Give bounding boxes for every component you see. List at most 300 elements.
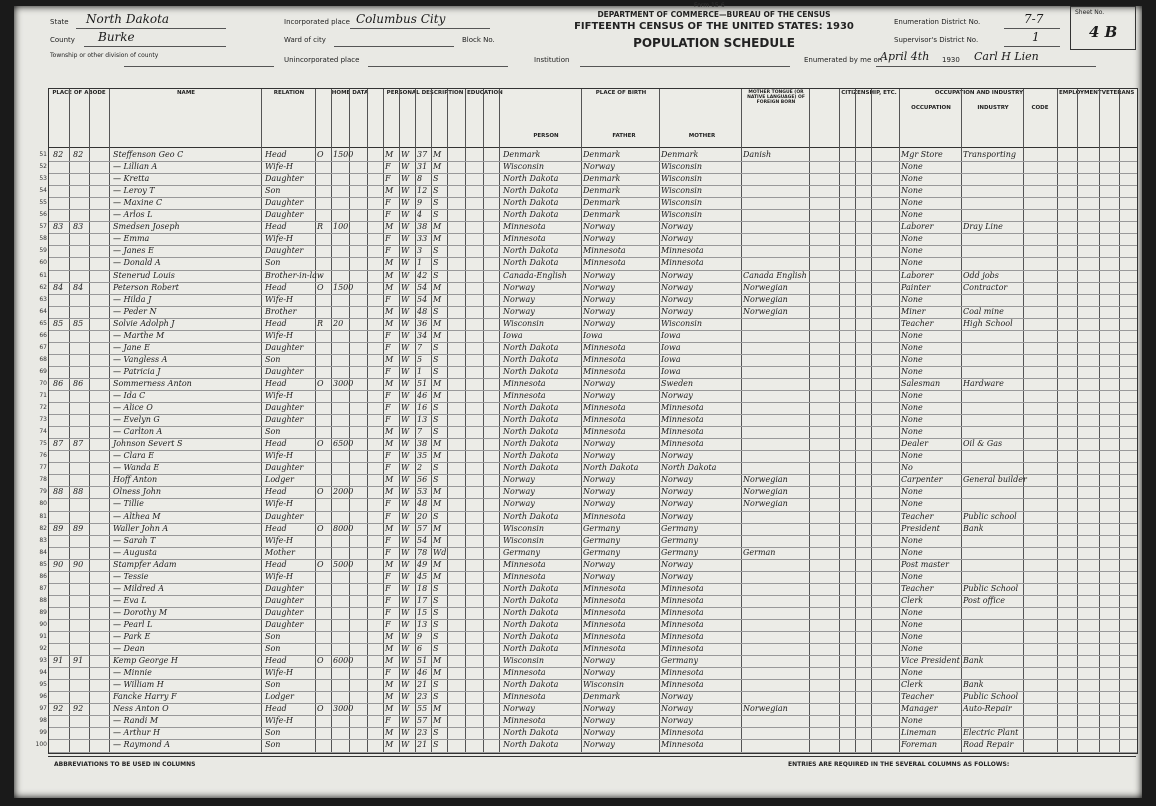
col-name: NAME xyxy=(176,90,196,96)
marital-status: S xyxy=(433,692,439,702)
col-education: EDUCATION xyxy=(467,90,503,96)
birthplace-father: Norway xyxy=(583,270,615,280)
occupation: None xyxy=(901,499,923,509)
birthplace-mother: Wisconsin xyxy=(661,162,703,172)
line-number: 76 xyxy=(39,452,47,460)
relation: Daughter xyxy=(265,246,304,256)
person-name: — Patricia J xyxy=(113,366,161,376)
marital-status: S xyxy=(433,198,439,208)
birthplace-person: Wisconsin xyxy=(503,656,545,666)
race: W xyxy=(401,391,410,400)
occupation: None xyxy=(901,234,923,244)
person-name: — Hilda J xyxy=(113,294,152,304)
mother-tongue: Norwegian xyxy=(743,499,788,509)
birthplace-mother: Norway xyxy=(661,234,693,244)
person-name: — Ida C xyxy=(113,391,146,400)
person-name: Solvie Adolph J xyxy=(113,318,175,328)
race: W xyxy=(401,632,410,641)
person-name: — Jane E xyxy=(113,342,150,352)
birthplace-father: Norway xyxy=(583,559,615,569)
industry: High School xyxy=(963,318,1013,328)
birthplace-father: Norway xyxy=(583,318,615,328)
birthplace-mother: Norway xyxy=(661,306,693,316)
birthplace-mother: Norway xyxy=(661,571,693,581)
marital-status: S xyxy=(433,246,439,256)
county-value: Burke xyxy=(98,30,135,44)
birthplace-mother: Norway xyxy=(661,282,693,292)
marital-status: S xyxy=(433,463,439,473)
line-number: 99 xyxy=(39,729,47,737)
birthplace-person: North Dakota xyxy=(503,403,559,413)
line-number: 90 xyxy=(39,620,47,628)
age: 9 xyxy=(417,632,423,641)
birthplace-father: Denmark xyxy=(583,150,621,159)
birthplace-father: Norway xyxy=(583,222,615,232)
marital-status: S xyxy=(433,403,439,413)
industry: Road Repair xyxy=(963,740,1014,750)
sex: F xyxy=(385,342,391,352)
birthplace-mother: Minnesota xyxy=(661,607,704,617)
sex: F xyxy=(385,391,391,400)
dwelling-number: 91 xyxy=(53,656,64,666)
occupation: None xyxy=(901,668,923,678)
birthplace-person: North Dakota xyxy=(503,632,559,641)
marital-status: M xyxy=(433,523,442,533)
industry: Public School xyxy=(963,583,1019,593)
abbreviations-title: ABBREVIATIONS TO BE USED IN COLUMNS xyxy=(54,761,196,768)
ward-label: Ward of city xyxy=(284,36,326,44)
birthplace-person: Minnesota xyxy=(503,234,546,244)
birthplace-person: Minnesota xyxy=(503,692,546,702)
industry: Bank xyxy=(963,656,984,666)
sex: F xyxy=(385,210,391,220)
marital-status: S xyxy=(433,740,439,750)
birthplace-person: North Dakota xyxy=(503,258,559,268)
age: 8 xyxy=(417,174,423,184)
sex: M xyxy=(385,644,394,654)
birthplace-person: North Dakota xyxy=(503,415,559,425)
race: W xyxy=(401,716,410,726)
industry: General builder xyxy=(963,475,1027,485)
family-number: 87 xyxy=(73,439,84,449)
mother-tongue: Norwegian xyxy=(743,475,788,485)
marital-status: S xyxy=(433,342,439,352)
line-number: 80 xyxy=(39,500,47,508)
occupation: No xyxy=(901,463,913,473)
birthplace-father: Germany xyxy=(583,547,620,557)
line-number: 77 xyxy=(39,464,47,472)
line-number: 73 xyxy=(39,416,47,424)
line-number: 81 xyxy=(39,512,47,520)
birthplace-father: Minnesota xyxy=(583,415,626,425)
person-name: — Donald A xyxy=(113,258,161,268)
age: 53 xyxy=(417,487,428,497)
race: W xyxy=(401,318,410,328)
occupation: None xyxy=(901,162,923,172)
sex: F xyxy=(385,547,391,557)
birthplace-person: Norway xyxy=(503,294,535,304)
birthplace-person: North Dakota xyxy=(503,619,559,629)
home-value: 3000 xyxy=(333,378,354,388)
occupation: Teacher xyxy=(901,318,934,328)
birthplace-father: Norway xyxy=(583,306,615,316)
person-name: — Vangless A xyxy=(113,354,168,364)
enumerated-date: April 4th xyxy=(880,50,930,63)
birthplace-father: Minnesota xyxy=(583,607,626,617)
person-name: — Althea M xyxy=(113,511,161,521)
relation: Wife-H xyxy=(265,391,294,400)
birthplace-mother: Norway xyxy=(661,270,693,280)
birthplace-mother: Wisconsin xyxy=(661,198,703,208)
tenure: O xyxy=(317,150,324,159)
occupation: None xyxy=(901,632,923,641)
line-number: 95 xyxy=(39,681,47,689)
occupation: Carpenter xyxy=(901,475,943,485)
occupation: Teacher xyxy=(901,692,934,702)
race: W xyxy=(401,595,410,605)
relation: Son xyxy=(265,258,281,268)
person-name: — Eva L xyxy=(113,595,147,605)
birthplace-father: Denmark xyxy=(583,186,621,196)
population-table xyxy=(35,88,1138,754)
sex: M xyxy=(385,222,394,232)
birthplace-mother: Wisconsin xyxy=(661,174,703,184)
marital-status: S xyxy=(433,186,439,196)
enumerator-name: Carl H Lien xyxy=(974,50,1039,63)
birthplace-person: North Dakota xyxy=(503,511,559,521)
sex: F xyxy=(385,174,391,184)
marital-status: M xyxy=(433,234,442,244)
birthplace-father: Minnesota xyxy=(583,595,626,605)
birthplace-person: Denmark xyxy=(503,150,541,159)
birthplace-father: Norway xyxy=(583,162,615,172)
birthplace-father: Norway xyxy=(583,451,615,461)
line-number: 60 xyxy=(39,259,47,267)
relation: Daughter xyxy=(265,174,304,184)
person-name: Sommerness Anton xyxy=(113,378,192,388)
relation: Wife-H xyxy=(265,234,294,244)
occupation: None xyxy=(901,258,923,268)
occupation: Clerk xyxy=(901,680,924,690)
marital-status: M xyxy=(433,704,442,714)
race: W xyxy=(401,186,410,196)
relation: Head xyxy=(265,656,287,666)
person-name: — Wanda E xyxy=(113,463,160,473)
birthplace-person: Norway xyxy=(503,306,535,316)
occupation: None xyxy=(901,342,923,352)
person-name: — Dorothy M xyxy=(113,607,168,617)
age: 23 xyxy=(417,692,428,702)
occupation: Post master xyxy=(901,559,949,569)
person-name: Fancke Harry F xyxy=(113,692,177,702)
race: W xyxy=(401,222,410,232)
block-label: Block No. xyxy=(462,36,495,44)
line-number: 97 xyxy=(39,705,47,713)
birthplace-person: North Dakota xyxy=(503,354,559,364)
person-name: Kemp George H xyxy=(113,656,178,666)
occupation: None xyxy=(901,427,923,437)
birthplace-father: Minnesota xyxy=(583,354,626,364)
race: W xyxy=(401,571,410,581)
occupation: None xyxy=(901,354,923,364)
age: 16 xyxy=(417,403,428,413)
line-number: 79 xyxy=(39,488,47,496)
birthplace-mother: Minnesota xyxy=(661,246,704,256)
relation: Son xyxy=(265,644,281,654)
sex: F xyxy=(385,607,391,617)
occupation: Teacher xyxy=(901,511,934,521)
marital-status: M xyxy=(433,439,442,449)
dwelling-number: 87 xyxy=(53,439,64,449)
occupation: None xyxy=(901,198,923,208)
age: 21 xyxy=(417,740,428,750)
birthplace-mother: Norway xyxy=(661,716,693,726)
sex: M xyxy=(385,378,394,388)
occupation: None xyxy=(901,294,923,304)
sex: M xyxy=(385,150,394,159)
race: W xyxy=(401,366,410,376)
industry: Hardware xyxy=(963,378,1004,388)
race: W xyxy=(401,451,410,461)
line-number: 56 xyxy=(39,211,47,219)
relation: Lodger xyxy=(265,692,294,702)
marital-status: S xyxy=(433,632,439,641)
line-number: 58 xyxy=(39,235,47,243)
relation: Lodger xyxy=(265,475,294,485)
home-value: 1500 xyxy=(333,282,354,292)
birthplace-father: Norway xyxy=(583,294,615,304)
person-name: — Raymond A xyxy=(113,740,171,750)
race: W xyxy=(401,644,410,654)
race: W xyxy=(401,210,410,220)
line-number: 89 xyxy=(39,608,47,616)
col-home-data: HOME DATA xyxy=(331,90,369,96)
enum-district-label: Enumeration District No. xyxy=(894,18,981,26)
marital-status: M xyxy=(433,162,442,172)
relation: Wife-H xyxy=(265,294,294,304)
sex: M xyxy=(385,439,394,449)
birthplace-person: North Dakota xyxy=(503,463,559,473)
age: 46 xyxy=(417,391,428,400)
family-number: 92 xyxy=(73,704,84,714)
sex: F xyxy=(385,499,391,509)
occupation: None xyxy=(901,174,923,184)
birthplace-father: Denmark xyxy=(583,692,621,702)
birthplace-father: Norway xyxy=(583,378,615,388)
person-name: — Kretta xyxy=(113,174,150,184)
relation: Head xyxy=(265,150,287,159)
relation: Wife-H xyxy=(265,162,294,172)
age: 55 xyxy=(417,704,428,714)
race: W xyxy=(401,234,410,244)
race: W xyxy=(401,692,410,702)
line-number: 55 xyxy=(39,199,47,207)
age: 54 xyxy=(417,535,428,545)
mother-tongue: Norwegian xyxy=(743,282,788,292)
birthplace-father: Norway xyxy=(583,656,615,666)
line-number: 84 xyxy=(39,548,47,556)
marital-status: M xyxy=(433,378,442,388)
line-number: 69 xyxy=(39,367,47,375)
marital-status: M xyxy=(433,559,442,569)
birthplace-mother: Minnesota xyxy=(661,403,704,413)
occupation: None xyxy=(901,716,923,726)
col-employment: EMPLOYMENT xyxy=(1059,90,1102,96)
occupation: None xyxy=(901,607,923,617)
sex: F xyxy=(385,415,391,425)
race: W xyxy=(401,656,410,666)
birthplace-mother: Minnesota xyxy=(661,583,704,593)
marital-status: M xyxy=(433,282,442,292)
age: 3 xyxy=(417,246,423,256)
occupation: None xyxy=(901,403,923,413)
age: 57 xyxy=(417,716,428,726)
marital-status: M xyxy=(433,222,442,232)
relation: Head xyxy=(265,378,287,388)
person-name: Johnson Severt S xyxy=(113,439,183,449)
relation: Head xyxy=(265,487,287,497)
birthplace-father: Germany xyxy=(583,523,620,533)
race: W xyxy=(401,270,410,280)
line-number: 100 xyxy=(35,741,47,749)
dwelling-number: 90 xyxy=(53,559,64,569)
person-name: Stampfer Adam xyxy=(113,559,177,569)
age: 5 xyxy=(417,354,423,364)
industry: Auto-Repair xyxy=(963,704,1012,714)
line-number: 70 xyxy=(39,379,47,387)
sex: F xyxy=(385,716,391,726)
marital-status: S xyxy=(433,415,439,425)
place-label: Incorporated place xyxy=(284,18,350,26)
birthplace-mother: Wisconsin xyxy=(661,318,703,328)
sex: M xyxy=(385,186,394,196)
age: 46 xyxy=(417,668,428,678)
relation: Daughter xyxy=(265,403,304,413)
occupation: Foreman xyxy=(901,740,937,750)
birthplace-mother: Norway xyxy=(661,451,693,461)
home-value: 3000 xyxy=(333,704,354,714)
sex: F xyxy=(385,619,391,629)
family-number: 88 xyxy=(73,487,84,497)
mother-tongue: Norwegian xyxy=(743,487,788,497)
occupation: None xyxy=(901,451,923,461)
marital-status: M xyxy=(433,716,442,726)
person-name: — Marthe M xyxy=(113,330,165,340)
sex: M xyxy=(385,523,394,533)
age: 54 xyxy=(417,282,428,292)
sheet-value: 4 B xyxy=(1089,23,1118,41)
relation: Brother xyxy=(265,306,297,316)
birthplace-mother: North Dakota xyxy=(661,463,717,473)
birthplace-person: Minnesota xyxy=(503,378,546,388)
col-veterans: VETERANS xyxy=(1101,90,1135,96)
race: W xyxy=(401,499,410,509)
marital-status: S xyxy=(433,258,439,268)
form-number: Form 15-6 xyxy=(694,2,725,9)
relation: Head xyxy=(265,222,287,232)
industry: Post office xyxy=(963,595,1005,605)
birthplace-father: Denmark xyxy=(583,210,621,220)
line-number: 96 xyxy=(39,693,47,701)
line-number: 67 xyxy=(39,343,47,351)
col-person: PERSON xyxy=(533,133,559,139)
person-name: Waller John A xyxy=(113,523,169,533)
birthplace-father: Minnesota xyxy=(583,583,626,593)
race: W xyxy=(401,583,410,593)
tenure: O xyxy=(317,523,324,533)
birthplace-person: Wisconsin xyxy=(503,523,545,533)
occupation: None xyxy=(901,330,923,340)
dwelling-number: 83 xyxy=(53,222,64,232)
birthplace-person: North Dakota xyxy=(503,186,559,196)
birthplace-father: Norway xyxy=(583,499,615,509)
sheet-label: Sheet No. xyxy=(1075,9,1105,16)
occupation: None xyxy=(901,487,923,497)
occupation: None xyxy=(901,210,923,220)
person-name: — Tessie xyxy=(113,571,149,581)
occupation: None xyxy=(901,535,923,545)
sex: F xyxy=(385,668,391,678)
birthplace-person: Wisconsin xyxy=(503,162,545,172)
birthplace-person: Minnesota xyxy=(503,668,546,678)
family-number: 82 xyxy=(73,150,84,159)
marital-status: S xyxy=(433,595,439,605)
birthplace-person: North Dakota xyxy=(503,246,559,256)
line-number: 91 xyxy=(39,633,47,640)
birthplace-mother: Germany xyxy=(661,535,698,545)
relation: Son xyxy=(265,354,281,364)
family-number: 91 xyxy=(73,656,84,666)
birthplace-mother: Denmark xyxy=(661,150,699,159)
marital-status: S xyxy=(433,174,439,184)
person-name: — Augusta xyxy=(113,547,157,557)
line-number: 63 xyxy=(39,295,47,303)
tenure: R xyxy=(317,222,324,232)
birthplace-person: North Dakota xyxy=(503,728,559,738)
home-value: 8000 xyxy=(333,523,354,533)
sex: F xyxy=(385,162,391,172)
enumerated-label: Enumerated by me on xyxy=(804,56,883,64)
birthplace-mother: Norway xyxy=(661,499,693,509)
col-place-of-abode: PLACE OF ABODE xyxy=(52,90,106,96)
race: W xyxy=(401,607,410,617)
person-name: — Emma xyxy=(113,234,150,244)
line-number: 53 xyxy=(39,175,47,183)
relation: Daughter xyxy=(265,198,304,208)
occupation: Lineman xyxy=(901,728,937,738)
race: W xyxy=(401,535,410,545)
sex: M xyxy=(385,692,394,702)
birthplace-person: North Dakota xyxy=(503,174,559,184)
birthplace-father: Norway xyxy=(583,487,615,497)
sheet-box xyxy=(1070,6,1136,50)
birthplace-person: Norway xyxy=(503,704,535,714)
person-name: — Clara E xyxy=(113,451,154,461)
line-number: 62 xyxy=(39,283,47,291)
race: W xyxy=(401,680,410,690)
birthplace-father: Minnesota xyxy=(583,511,626,521)
family-number: 84 xyxy=(73,282,84,292)
sex: M xyxy=(385,487,394,497)
race: W xyxy=(401,258,410,268)
relation: Mother xyxy=(265,547,295,557)
birthplace-mother: Minnesota xyxy=(661,415,704,425)
relation: Head xyxy=(265,439,287,449)
race: W xyxy=(401,668,410,678)
birthplace-father: Norway xyxy=(583,668,615,678)
col-occupation-industry: OCCUPATION AND INDUSTRY xyxy=(934,90,1024,96)
home-value: 1500 xyxy=(333,150,354,159)
